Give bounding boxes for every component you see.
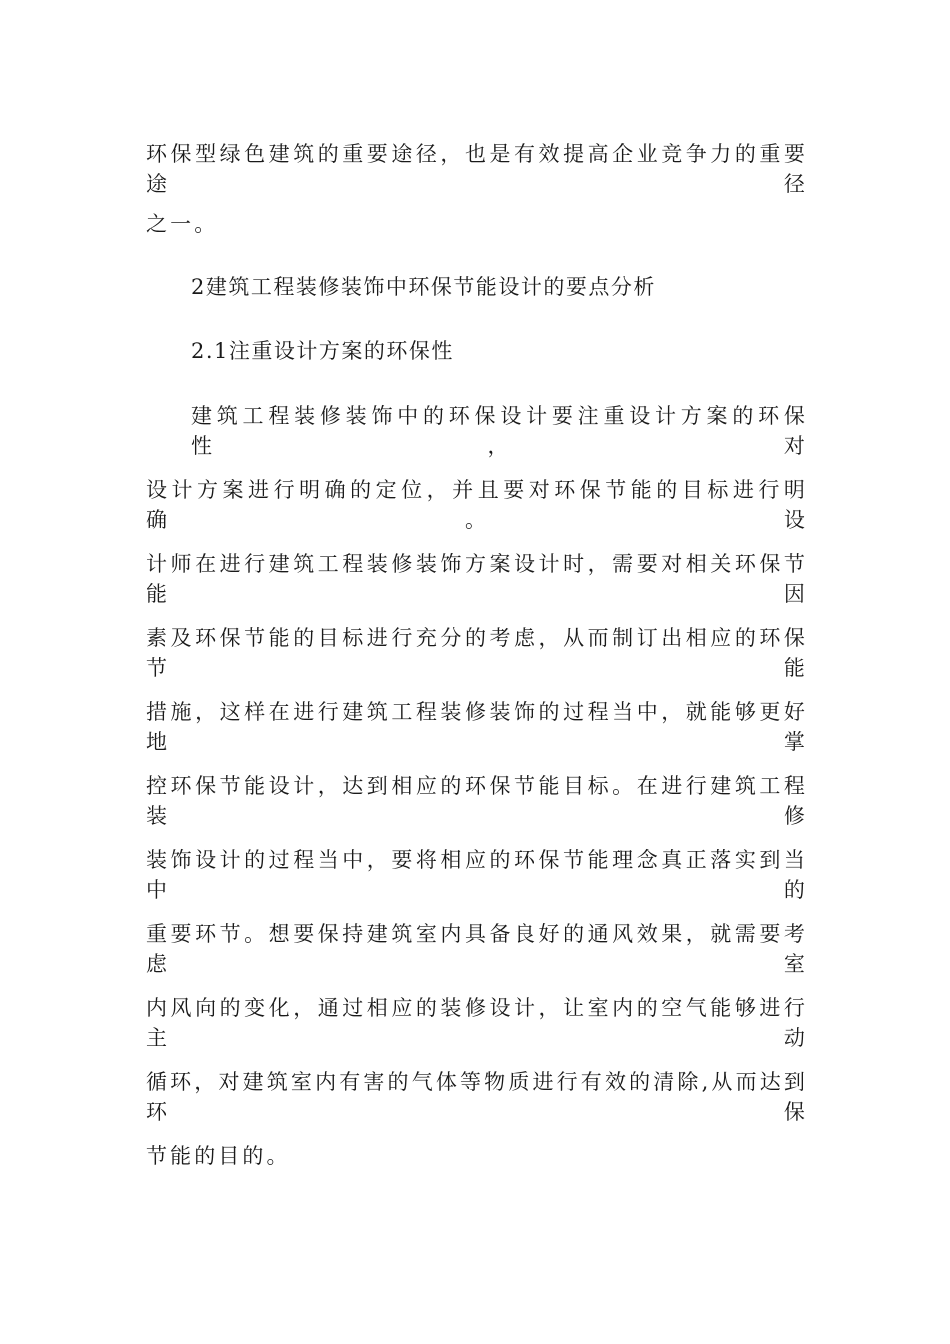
paragraph-line: 节能的目的。 — [146, 1144, 291, 1168]
subsection-heading: 2.1注重设计方案的环保性 — [191, 339, 454, 363]
paragraph-line: 内风向的变化，通过相应的装修设计，让室内的空气能够进行主动 — [146, 996, 808, 1050]
paragraph-line: 建筑工程装修装饰中的环保设计要注重设计方案的环保性，对 — [191, 404, 808, 458]
paragraph-line: 控环保节能设计，达到相应的环保节能目标。在进行建筑工程装修 — [146, 774, 808, 828]
paragraph-line: 计师在进行建筑工程装修装饰方案设计时，需要对相关环保节能因 — [146, 552, 808, 606]
paragraph-line: 装饰设计的过程当中，要将相应的环保节能理念真正落实到当中的 — [146, 848, 808, 902]
paragraph-line: 环保型绿色建筑的重要途径，也是有效提高企业竞争力的重要途径 — [146, 142, 808, 196]
paragraph-line: 循环，对建筑室内有害的气体等物质进行有效的清除,从而达到环保 — [146, 1070, 808, 1124]
paragraph-line: 素及环保节能的目标进行充分的考虑，从而制订出相应的环保节能 — [146, 626, 808, 680]
paragraph-line: 设计方案进行明确的定位，并且要对环保节能的目标进行明确。设 — [146, 478, 808, 532]
section-heading: 2建筑工程装修装饰中环保节能设计的要点分析 — [191, 275, 656, 299]
paragraph-line: 之一。 — [146, 212, 219, 236]
paragraph-line: 重要环节。想要保持建筑室内具备良好的通风效果，就需要考虑室 — [146, 922, 808, 976]
paragraph-line: 措施，这样在进行建筑工程装修装饰的过程当中，就能够更好地掌 — [146, 700, 808, 754]
